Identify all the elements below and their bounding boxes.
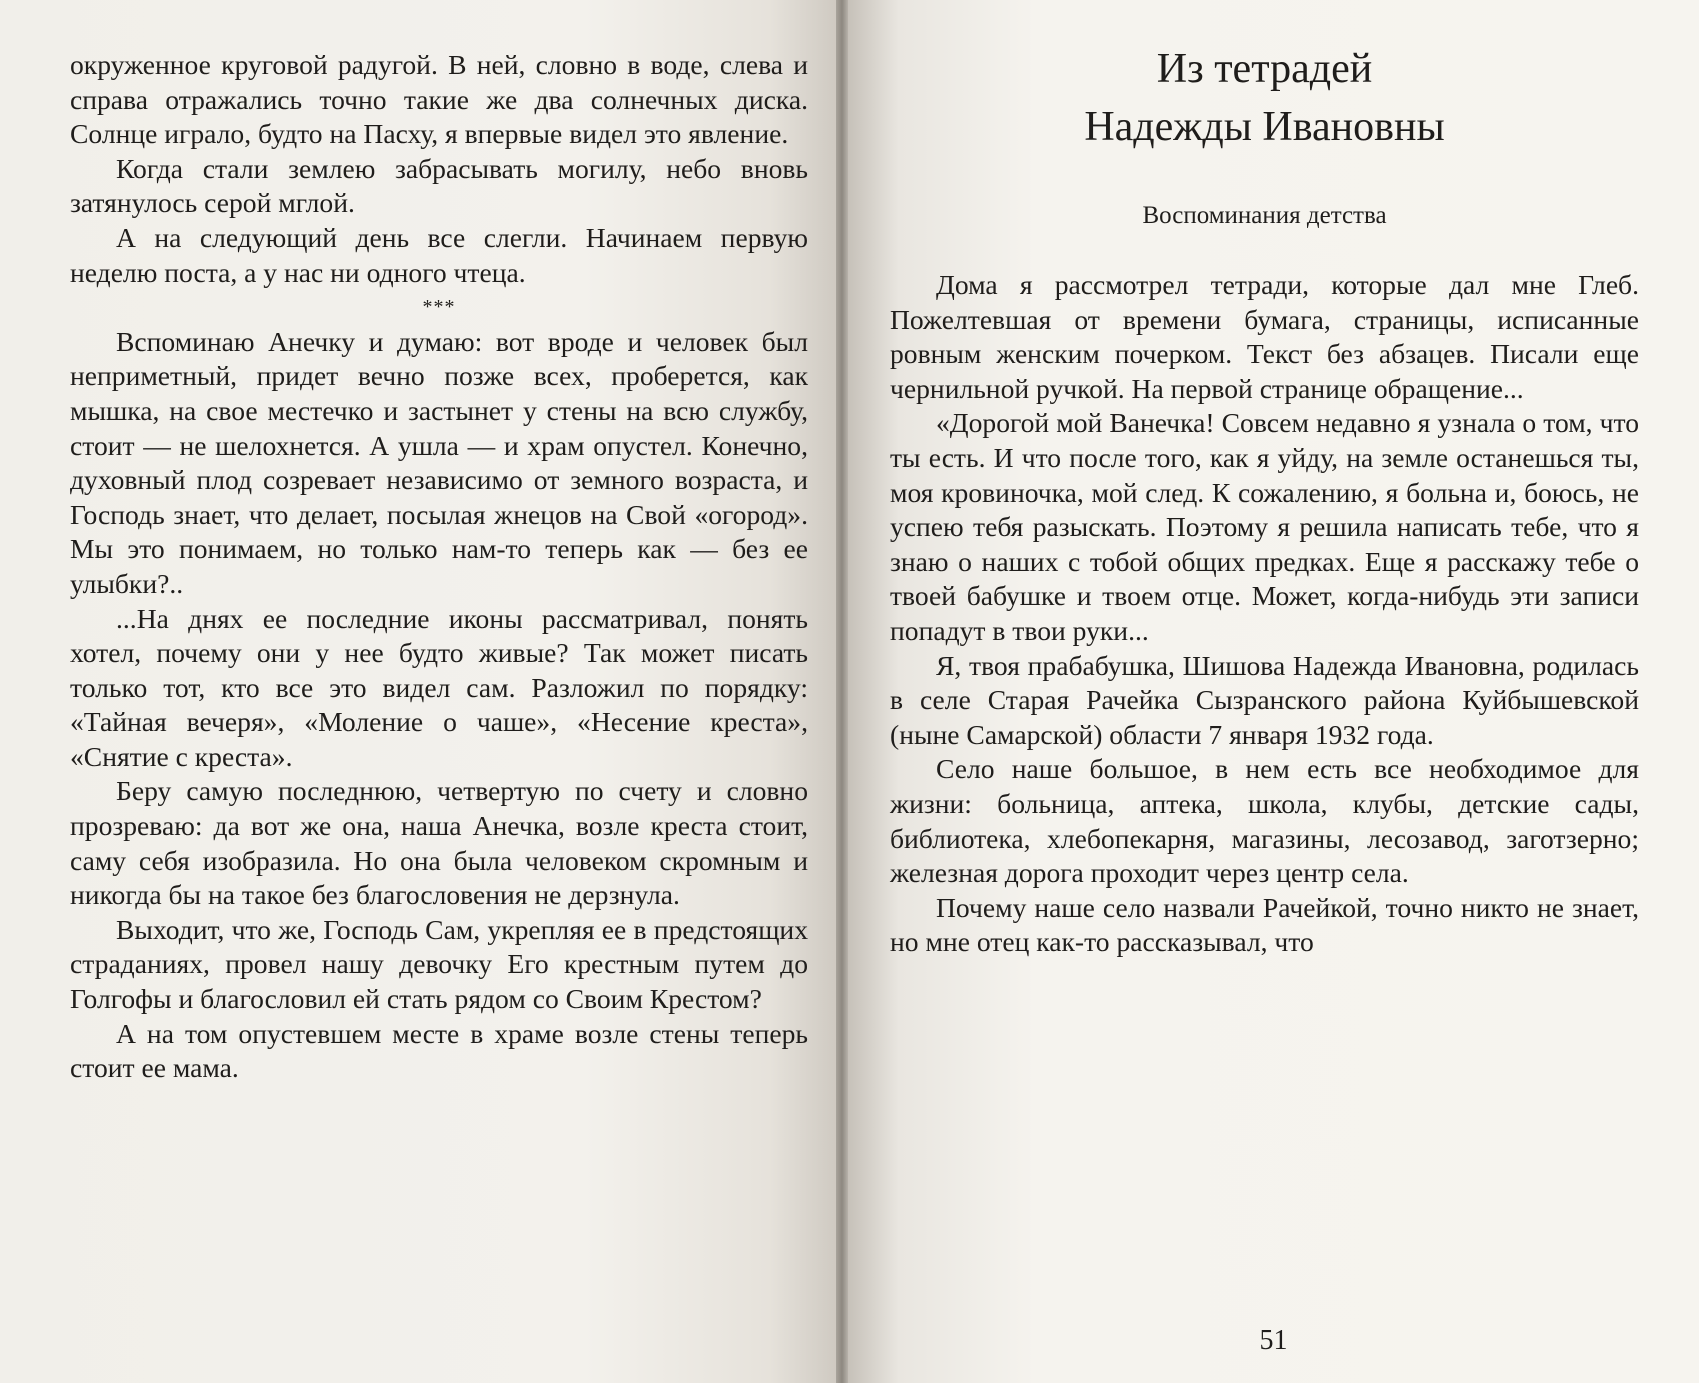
paragraph: А на том опустевшем месте в храме возле стены теперь стоит ее мама. [70,1017,808,1084]
right-page-text [890,268,1639,960]
paragraph: Выходит, что же, Господь Сам, укрепляя ее в предстоящих страданиях, провел нашу девочку Его крестным путем до Голгофы и благословил ей стать рядом со Своим Крестом? [70,913,808,1015]
chapter-title [890,40,1639,156]
paragraph: Вспоминаю Анечку и думаю: вот вроде и человек был неприметный, придет вечно позже всех, проберется, как мышка, на свое местечко и застынет у стены на всю службу, стоит — не шелохнется. А ушла — и храм опустел. Конечно, духовный плод созревает независимо от земного возраста, и Господь знает, что делает, посылая жнецов на Свой «огород». Мы это понимаем, но только нам-то теперь как — без ее улыбки?.. [70,325,808,599]
left-page-text [70,48,808,1086]
paragraph: Село наше большое, в нем есть все необходимое для жизни: больница, аптека, школа, клубы, детские сады, библиотека, хлебопекарня, магазины, лесозавод, заготзерно; железная дорога проходит через центр села. [890,753,1639,889]
paragraph: Беру самую последнюю, четвертую по счету и словно прозреваю: да вот же она, наша Анечка, возле креста стоит, саму себя изобразила. Но она была человеком скромным и никогда бы на такое без благословения не дерзнула. [70,775,808,911]
paragraph: «Дорогой мой Ванечка! Совсем недавно я узнала о том, что ты есть. И что после того, как я уйду, на земле останешься ты, моя кровиночка, мой след. К сожалению, я больна и, боюсь, не успею тебя разыскать. Поэтому я решила написать тебе, что я знаю о наших с тобой общих предках. Еще я расскажу тебе о твоей бабушке и твоем отце. Может, когда-нибудь эти записи попадут в твои руки... [890,407,1639,646]
paragraph: ...На днях ее последние иконы рассматривал, понять хотел, почему они у нее будто живые? Так может писать только тот, кто все это видел сам. Разложил по порядку: «Тайная вечеря», «Моление о чаше», «Несение креста», «Снятие с креста». [70,602,808,772]
paragraph: Когда стали землею забрасывать могилу, небо вновь затянулось серой мглой. [70,152,808,219]
paragraph: окруженное круговой радугой. В ней, словно в воде, слева и справа отражались точно такие же два солнечных диска. Солнце играло, будто на Пасху, я впервые видел это явление. [70,49,808,150]
paragraph: А на следующий день все слегли. Начинаем первую неделю поста, а у нас ни одного чтеца. [70,221,808,288]
section-subtitle: Воспоминания детства [1142,202,1387,229]
section-separator: *** [422,296,456,319]
paragraph: Я, твоя прабабушка, Шишова Надежда Ивановна, родилась в селе Старая Рачейка Сызранского района Куйбышевской (ныне Самарской) области 7 января 1932 года. [890,649,1639,750]
book-gutter [836,0,848,1383]
chapter-title-line: Из тетрадей [1156,46,1373,92]
paragraph: Почему наше село назвали Рачейкой, точно никто не знает, но мне отец как-то рассказывал, что [890,891,1639,958]
right-page [848,0,1699,1383]
page-number: 51 [1259,1325,1288,1356]
chapter-title-line: Надежды Ивановны [1084,104,1445,150]
left-page [0,0,836,1383]
paragraph: Дома я рассмотрел тетради, которые дал мне Глеб. Пожелтевшая от времени бумага, страницы, исписанные ровным женским почерком. Текст без абзацев. Писали еще чернильной ручкой. На первой странице обращение... [890,269,1639,404]
